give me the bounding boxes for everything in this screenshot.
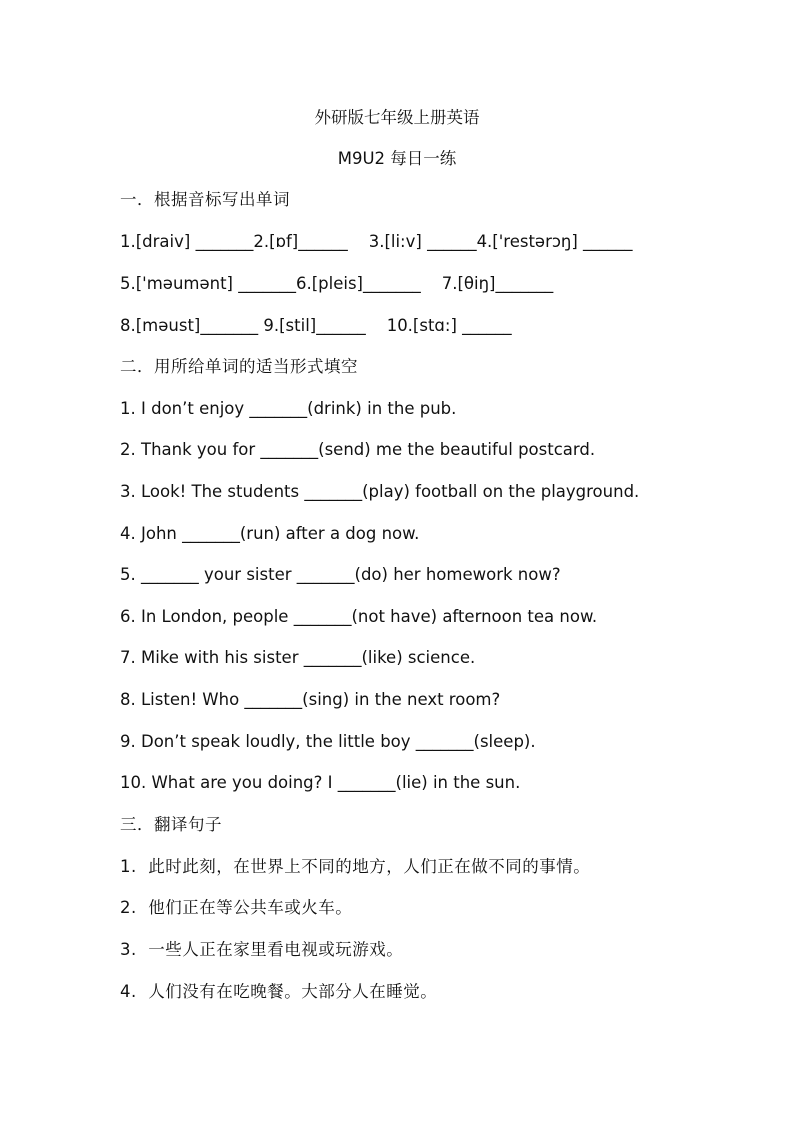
translation-item-2: 2. 他们正在等公共车或火车。 bbox=[120, 898, 353, 917]
fill-blank-item-8: 8. Listen! Who _______(sing) in the next room? bbox=[120, 690, 501, 709]
fill-blank-item-3: 3. Look! The students _______(play) football on the playground. bbox=[120, 482, 640, 501]
worksheet-title: 外研版七年级上册英语 bbox=[314, 108, 480, 127]
fill-blank-item-9: 9. Don’t speak loudly, the little boy _______(sleep). bbox=[120, 732, 536, 751]
section-1-heading: 一．根据音标写出单词 bbox=[120, 190, 290, 209]
fill-blank-item-6: 6. In London, people _______(not have) afternoon tea now. bbox=[120, 607, 598, 626]
phonetic-line-1: 1.[draiv] _______2.[ɒf]______ 3.[li:v] ______4.['restərɔŋ] ______ bbox=[120, 232, 633, 251]
translation-item-1: 1. 此时此刻，在世界上不同的地方，人们正在做不同的事情。 bbox=[120, 857, 591, 876]
phonetic-line-2: 5.['məumənt] _______6.[pleis]_______ 7.[θiŋ]_______ bbox=[120, 274, 554, 293]
worksheet-subtitle: M9U2 每日一练 bbox=[337, 149, 457, 168]
section-2-heading: 二．用所给单词的适当形式填空 bbox=[120, 357, 358, 376]
phonetic-line-3: 8.[məust]_______ 9.[stil]______ 10.[stɑ:] ______ bbox=[120, 316, 512, 335]
translation-item-3: 3. 一些人正在家里看电视或玩游戏。 bbox=[120, 940, 404, 959]
fill-blank-item-5: 5. _______ your sister _______(do) her homework now? bbox=[120, 565, 561, 584]
fill-blank-item-4: 4. John _______(run) after a dog now. bbox=[120, 524, 420, 543]
fill-blank-item-10: 10. What are you doing? I _______(lie) in the sun. bbox=[120, 773, 521, 792]
section-3-heading: 三．翻译句子 bbox=[120, 815, 222, 834]
fill-blank-item-2: 2. Thank you for _______(send) me the beautiful postcard. bbox=[120, 440, 596, 459]
fill-blank-item-1: 1. I don’t enjoy _______(drink) in the pub. bbox=[120, 399, 457, 418]
fill-blank-item-7: 7. Mike with his sister _______(like) science. bbox=[120, 648, 476, 667]
translation-item-4: 4. 人们没有在吃晚餐。大部分人在睡觉。 bbox=[120, 982, 438, 1001]
